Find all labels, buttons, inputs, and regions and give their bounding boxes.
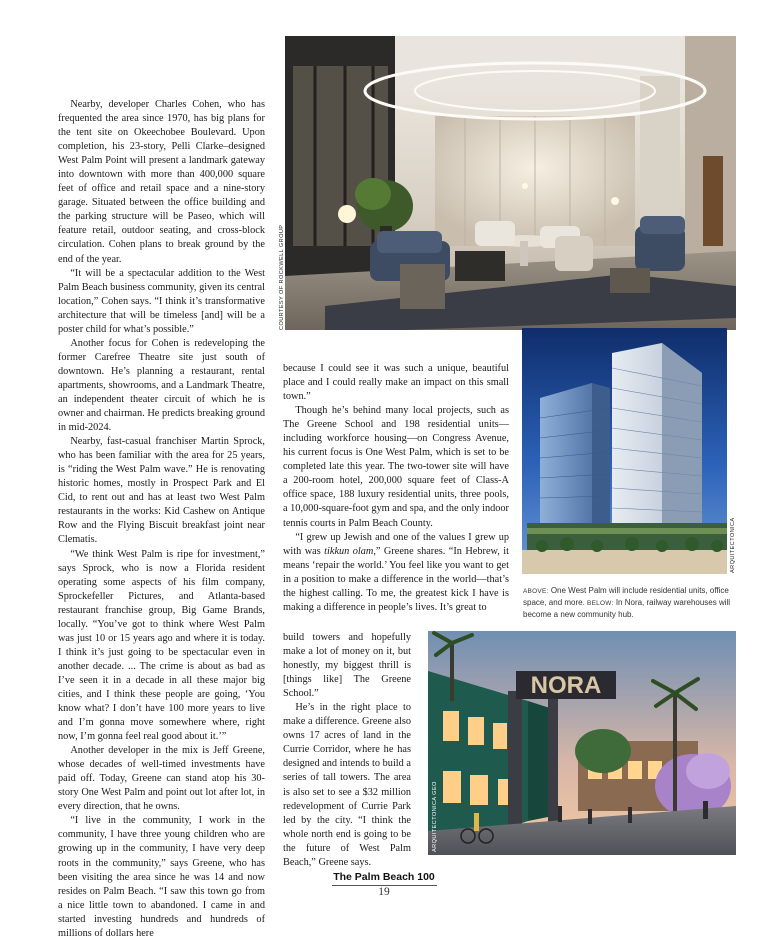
page-number: 19 <box>378 886 390 898</box>
caption-text-below: In Nora, railway warehouses will become a new community hub. <box>523 598 731 620</box>
lobby-photo <box>285 36 736 330</box>
nora-sign-text: NORA <box>530 672 602 699</box>
paragraph: Though he’s behind many local projects, such as The Greene School and 198 residential units—including workforce housing—on Congress Avenue, his current focus is One West Palm, which is set to be completed late this year. The two-tower site will have a 200-room hotel, 200,000 square feet of Class-A office space, 188 luxury residential units, three pools, a 10,000-square-foot gym and spa, and the only indoor tennis courts in Palm Beach County. <box>283 405 509 529</box>
photo-credit-lobby: COURTESY OF ROCKWELL GROUP <box>279 224 285 330</box>
paragraph: Another focus for Cohen is redeveloping the former Carefree Theatre site just south of downtown. He’s planning a restaurant, rental apartments, showrooms, and a Landmark Theatre, an independent theater circuit of which he is owner and chairman. He predicts breaking ground in mid-2024. <box>58 337 265 434</box>
caption-text-above: One West Palm will include residential units, office space, and more. <box>523 586 729 608</box>
article-column-1 <box>58 98 265 941</box>
paragraph-text: ,” Greene shares. “In Hebrew, it means ‘repair the world.’ You feel like you want to get in a position to make a difference in the world—that’s the highest calling. To me, the greatest kick I have is making a difference in people’s lives. It’s great to <box>283 545 510 613</box>
publication-title: The Palm Beach 100 <box>333 871 435 883</box>
paragraph: He’s in the right place to make a difference. Greene also owns 17 acres of land in the Currie Corridor, where he has designed and intends to build a series of tall towers. The area is also set to see a $32 million redevelopment of Currie Park led by the city. “I think the whole north end is going to be the future of West Palm Beach,” Greene says. <box>283 702 411 868</box>
paragraph: because I could see it was such a unique, beautiful place and I could really make an impact on this small town.” <box>283 363 509 403</box>
paragraph: Another developer in the mix is Jeff Greene, whose decades of well-timed investments have paid off. Today, Greene can stand atop his 30-story One West Palm and point out lot after lot, in every direction, that he owns. <box>58 745 265 813</box>
photo-caption <box>523 585 738 621</box>
paragraph: Nearby, developer Charles Cohen, who has frequented the area since 1970, has big plans for the tent site on Okeechobee Boulevard. Upon completion, his 23-story, Pelli Clarke–designed West Palm Point will present a landmark gateway into downtown with more than 400,000 square feet of office and retail space and a nine-story garage. Situated between the office building and the parking structure will be Paseo, which will feature retail, outdoor seating, and cross-block circulation. Cohen plans to break ground by the end of the year. <box>58 99 265 265</box>
paragraph <box>283 531 509 615</box>
paragraph: “I live in the community, I work in the community, I have three young children who are growing up in the community, I have very deep roots in the community,” says Greene, who has been visiting the area since he was 14 and now resides on Palm Beach. “I saw this town go from a nice little town to abandoned. I came in and started investing hundreds and hundreds of millions of dollars here <box>58 815 265 939</box>
paragraph: build towers and hopefully make a lot of money on it, but honestly, my biggest thrill is [things like] The Greene School.” <box>283 632 411 700</box>
paragraph-text: “I grew up Jewish and one of the values I grew up with was <box>283 531 509 557</box>
paragraph: “We think West Palm is ripe for investment,” says Sprock, who is now a Florida resident operating some aspects of his film company, Sprockefeller Pictures, and Atlanta-based restaurant franchise group, Big Game Brands, locally. “You’ve got to think where West Palm was just 10 or 15 years ago and where it is today. I think it’s just going to be spectacular even in another decade. ... The crime is about as bad as I’ve seen it in a decade in all these major big cities, and I think these people are going, ‘You know what? I don’t have 100 more years to live and I’m gonna move somewhere where, right now, I’m gonna feel real good about it.’” <box>58 548 265 743</box>
caption-label-above: ABOVE: <box>523 588 549 595</box>
article-column-2 <box>283 362 509 615</box>
paragraph: “It will be a spectacular addition to the West Palm Beach business community, given its central location,” Cohen says. “I think it’s transformative architecture that will be timeless [and] will be a poster child for what’s possible.” <box>58 267 265 335</box>
paragraph: Nearby, fast-casual franchiser Martin Sprock, who has been familiar with the area for 25 years, is “riding the West Palm wave.” He is renovating historic homes, mostly in Prospect Park and El Cid, to rent out and has at least two West Palm restaurants in the works: Kid Cashew on Antique Row and the Flying Biscuit breakfast joint near Clematis. <box>58 436 265 546</box>
photo-credit-tower: ARQUITECTONICA <box>730 517 736 573</box>
tower-photo <box>522 328 727 574</box>
article-column-2-continued <box>283 631 411 870</box>
caption-label-below: BELOW: <box>587 600 614 608</box>
italic-term: tikkun olam <box>324 545 374 557</box>
photo-credit-nora: ARQUITECTONICA GEO <box>432 781 438 852</box>
nora-photo <box>428 631 736 855</box>
